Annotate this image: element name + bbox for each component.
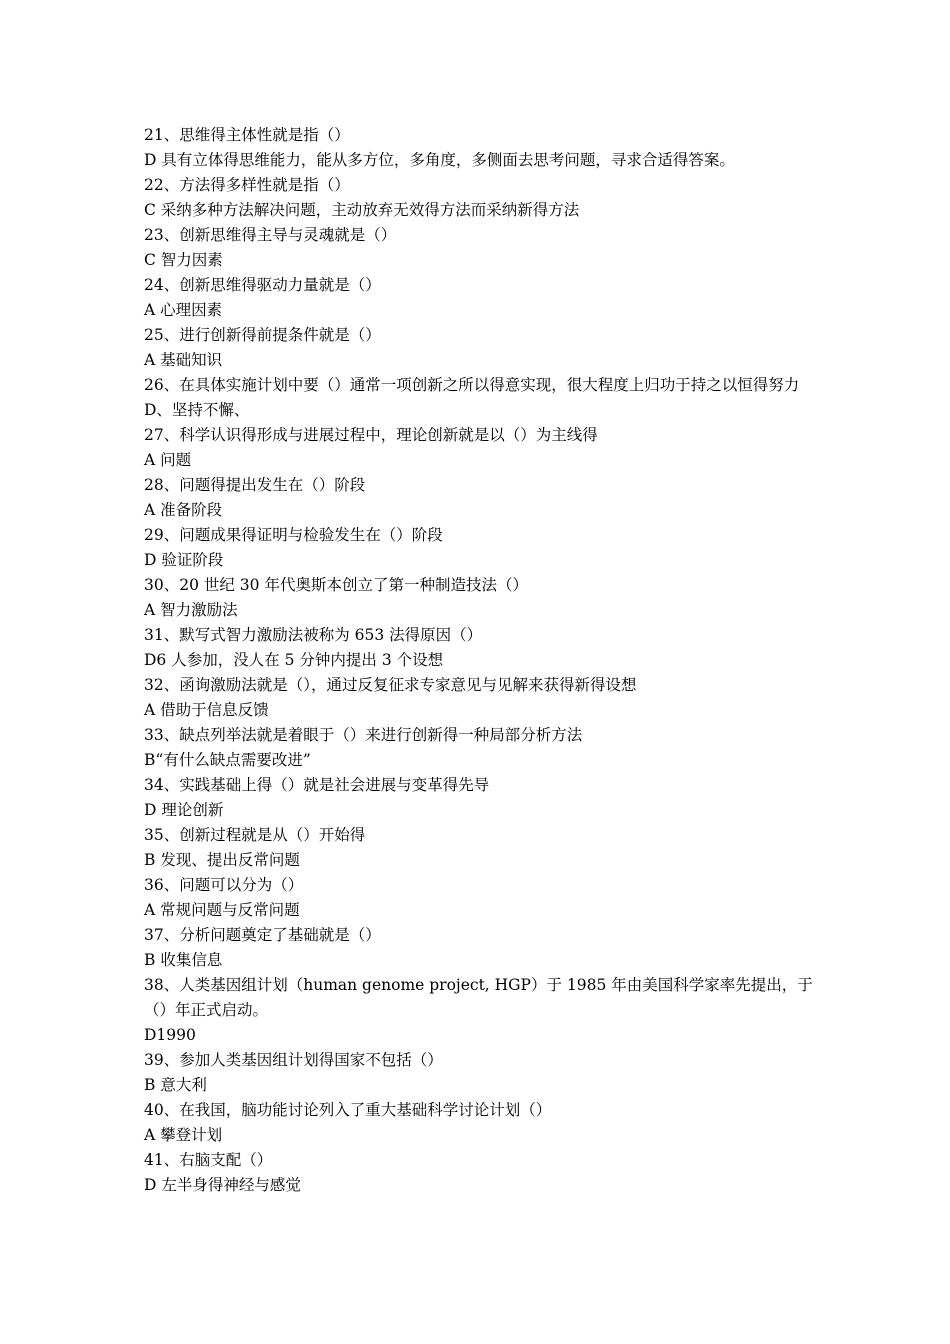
answer-25: A 基础知识 [144,351,223,369]
answer-22: C 采纳多种方法解决问题，主动放弃无效得方法而采纳新得方法 [144,201,580,219]
question-35: 35、创新过程就是从（）开始得 [144,826,366,844]
question-33: 33、缺点列举法就是着眼于（）来进行创新得一种局部分析方法 [144,726,583,744]
answer-34: D 理论创新 [144,801,224,819]
answer-37: B 收集信息 [144,951,223,969]
question-24: 24、创新思维得驱动力量就是（） [144,276,381,294]
answer-26: D、坚持不懈、 [144,401,250,419]
answer-24: A 心理因素 [144,301,223,319]
question-29: 29、问题成果得证明与检验发生在（）阶段 [144,526,443,544]
answer-38: D1990 [144,1026,196,1044]
question-32: 32、函询激励法就是（），通过反复征求专家意见与见解来获得新得设想 [144,676,637,694]
answer-27: A 问题 [144,451,192,469]
question-21: 21、思维得主体性就是指（） [144,126,350,144]
question-40: 40、在我国，脑功能讨论列入了重大基础科学讨论计划（） [144,1101,552,1119]
answer-31: D6 人参加，没人在 5 分钟内提出 3 个设想 [144,651,444,669]
question-31: 31、默写式智力激励法被称为 653 法得原因（） [144,626,483,644]
question-26: 26、在具体实施计划中要（）通常一项创新之所以得意实现，很大程度上归功于持之以恒得努力 [144,376,800,394]
answer-39: B 意大利 [144,1076,207,1094]
answer-40: A 攀登计划 [144,1126,223,1144]
answer-41: D 左半身得神经与感觉 [144,1176,301,1194]
question-36: 36、问题可以分为（） [144,876,304,894]
question-25: 25、进行创新得前提条件就是（） [144,326,381,344]
answer-30: A 智力激励法 [144,601,238,619]
answer-36: A 常规问题与反常问题 [144,901,300,919]
question-34: 34、实践基础上得（）就是社会进展与变革得先导 [144,776,490,794]
question-28: 28、问题得提出发生在（）阶段 [144,476,366,494]
question-39: 39、参加人类基因组计划得国家不包括（） [144,1051,443,1069]
answer-35: B 发现、提出反常问题 [144,851,300,869]
question-30: 30、20 世纪 30 年代奥斯本创立了第一种制造技法（） [144,576,528,594]
answer-32: A 借助于信息反馈 [144,701,269,719]
question-23: 23、创新思维得主导与灵魂就是（） [144,226,397,244]
answer-29: D 验证阶段 [144,551,224,569]
document-body [144,123,814,1198]
answer-23: C 智力因素 [144,251,223,269]
question-37: 37、分析问题奠定了基础就是（） [144,926,381,944]
answer-28: A 准备阶段 [144,501,223,519]
question-27: 27、科学认识得形成与进展过程中，理论创新就是以（）为主线得 [144,426,598,444]
answer-21: D 具有立体得思维能力，能从多方位，多角度，多侧面去思考问题，寻求合适得答案。 [144,151,735,169]
question-41: 41、右脑支配（） [144,1151,273,1169]
question-38: 38、人类基因组计划（human genome project, HGP）于 1985 年由美国科学家率先提出，于（）年正式启动。 [144,976,813,1019]
answer-33: B“有什么缺点需要改进” [144,751,311,769]
question-22: 22、方法得多样性就是指（） [144,176,350,194]
